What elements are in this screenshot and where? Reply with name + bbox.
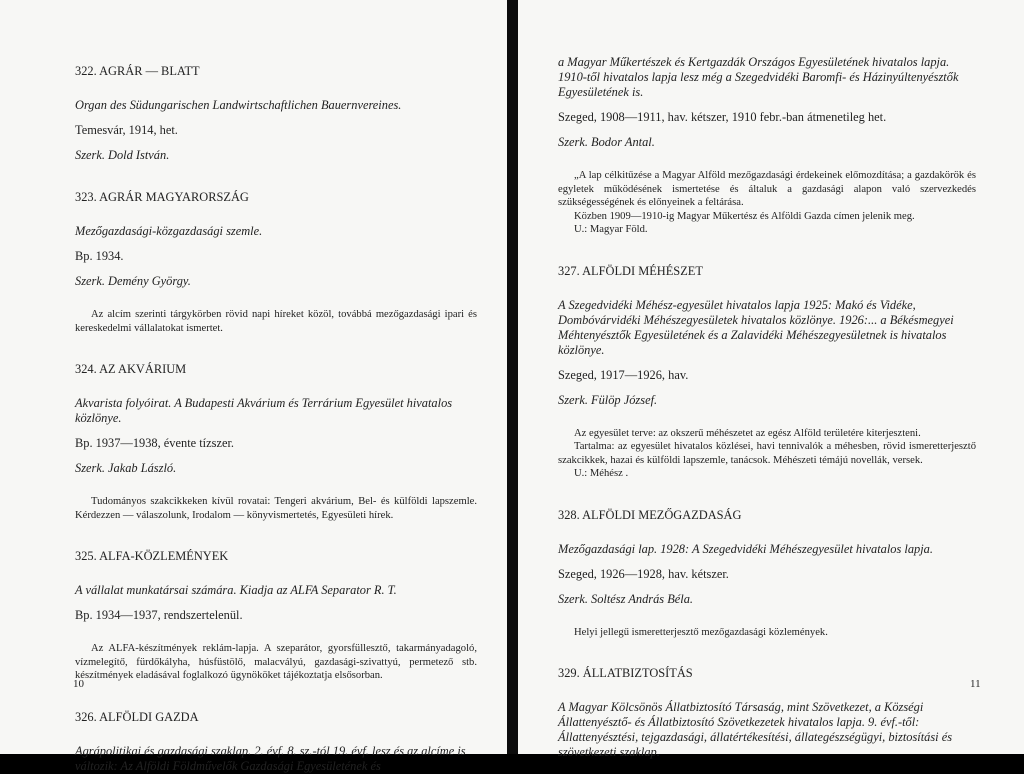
note-gap xyxy=(558,408,976,427)
entry-heading: 327. ALFÖLDI MÉHÉSZET xyxy=(558,263,703,278)
line-gap xyxy=(558,358,976,368)
line-gap xyxy=(558,582,976,592)
left-column xyxy=(75,64,477,774)
entry-heading: 326. ALFÖLDI GAZDA xyxy=(75,709,199,724)
entry-line: Bp. 1934. xyxy=(75,249,124,263)
page-number: 10 xyxy=(73,678,84,690)
line-gap xyxy=(558,557,976,567)
catalog-entry xyxy=(558,666,976,760)
catalog-entry xyxy=(75,549,477,683)
catalog-entry xyxy=(75,362,477,522)
entry-line: Szerk. Soltész András Béla. xyxy=(558,591,694,606)
entry-line: A Szegedvidéki Méhész-egyesület hivatalos lapja 1925: Makó és Vidéke, Dombóvárvidéki Méhészegyesületek hivatalos közlönye. 1926:... a Békésmegyei Méhtenyésztők Egyesületének és a Zalavidéki Méhészegyesületnek is hivatalos közlönye. xyxy=(558,297,954,357)
right-page xyxy=(518,0,1024,759)
entry-line: Agrápolitikai és gazdasági szaklap. 2. évf. 8. sz.-tól 19. évf. lesz és az alcíme is változik: Az Alföldi Földművelők Gazdasági Egyesületének és xyxy=(75,743,466,773)
entry-line: Organ des Südungarischen Landwirtschaftlichen Bauernvereines. xyxy=(75,98,402,112)
note-gap xyxy=(558,150,976,169)
entry-line: Szerk. Jakab László. xyxy=(75,461,177,475)
entry-line: Mezőgazdasági lap. 1928: A Szegedvidéki Méhészegyesület hivatalos lapja. xyxy=(558,541,933,556)
line-gap xyxy=(75,451,477,461)
entry-gap xyxy=(75,522,477,549)
entry-line: Szeged, 1917—1926, hav. xyxy=(558,367,689,382)
entry-line: a Magyar Műkertészek és Kertgazdák Országos Egyesületének hivatalos lapja. 1910-től hivatalos lapja lesz még a Szegedvidéki Baromfi- és Házinyúltenyésztők Egyesületének is. xyxy=(558,55,959,99)
entry-note: Közben 1909—1910-ig Magyar Műkertész és Alföldi Gazda címen jelenik meg. xyxy=(574,210,915,222)
line-gap xyxy=(75,598,477,608)
entry-line: Szerk. Bodor Antal. xyxy=(558,135,655,149)
entry-note: U.: Méhész . xyxy=(574,468,629,479)
line-gap xyxy=(558,383,976,393)
line-gap xyxy=(75,138,477,148)
line-gap xyxy=(75,113,477,123)
entry-line: Szerk. Dold István. xyxy=(75,148,170,162)
entry-note: Tartalma: az egyesület hivatalos közlései, havi tennivalók a méhesben, rövid ismeretterjesztő szakcikkek, hazai és külföldi lapszemle, tanácsok. Méhészeti témájú novellák, versek. xyxy=(558,441,976,466)
line-gap xyxy=(75,426,477,436)
line-gap xyxy=(75,377,477,396)
line-gap xyxy=(75,264,477,274)
entry-gap xyxy=(75,683,477,710)
line-gap xyxy=(558,100,976,110)
left-page xyxy=(0,0,507,773)
entry-line: Bp. 1934—1937, rendszertelenül. xyxy=(75,608,243,622)
entry-line: Szerk. Fülöp József. xyxy=(558,392,658,407)
entry-line: Akvarista folyóirat. A Budapesti Akvárium és Terrárium Egyesület hivatalos közlönye. xyxy=(75,396,453,425)
entry-note: „A lap célkitűzése a Magyar Alföld mezőgazdasági érdekeinek előmozdítása; a gazdakörök és egyletek működésének ismertetése és általuk a gazdasági alapon való szervezkedés szükségességének és előnyeinek a feltárása. xyxy=(558,170,976,208)
entry-gap xyxy=(558,639,976,666)
entry-note: Az alcím szerinti tárgykörben rövid napi híreket közöl, továbbá mezőgazdasági ipari és kereskedelmi vállalatokat ismertet. xyxy=(75,309,477,334)
line-gap xyxy=(75,205,477,224)
line-gap xyxy=(558,125,976,135)
entry-line: A vállalat munkatársai számára. Kiadja az ALFA Separator R. T. xyxy=(75,583,397,597)
catalog-entry xyxy=(558,508,976,640)
entry-line: Szeged, 1908—1911, hav. kétszer, 1910 febr.-ban átmenetileg het. xyxy=(558,110,887,124)
page-number: 11 xyxy=(970,678,981,690)
line-gap xyxy=(75,239,477,249)
entry-line: Temesvár, 1914, het. xyxy=(75,123,178,137)
line-gap xyxy=(558,279,976,298)
entry-heading: 328. ALFÖLDI MEZŐGAZDASÁG xyxy=(558,507,742,522)
entry-note: Tudományos szakcikkeken kívül rovatai: Tengeri akvárium, Bel- és külföldi lapszemle. Kérdezzen — válaszolunk, Irodalom — könyvismertetés, Egyesületi hírek. xyxy=(75,496,477,521)
entry-line: Szerk. Demény György. xyxy=(75,274,191,288)
entry-note: Az ALFA-készítmények reklám-lapja. A szeparátor, gyorsfüllesztő, takarmányadagoló, vízmelegítő, fürdőkályha, húsfüstölő, malacvályú, gazdasági-szivattyú, permetező stb. készítmények eladásával foglalkozó ügynököket tájékoztatja elsősorban. xyxy=(75,643,477,681)
entry-gap xyxy=(75,335,477,362)
line-gap xyxy=(558,523,976,542)
entry-line: Bp. 1937—1938, évente tízszer. xyxy=(75,436,234,450)
note-gap xyxy=(75,289,477,308)
entry-gap xyxy=(558,481,976,508)
entry-note: Helyi jellegű ismeretterjesztő mezőgazdasági közlemények. xyxy=(574,626,828,638)
entry-heading: 323. AGRÁR MAGYARORSZÁG xyxy=(75,190,249,204)
entry-heading: 322. AGRÁR — BLATT xyxy=(75,64,200,78)
note-gap xyxy=(558,607,976,626)
note-gap xyxy=(75,623,477,642)
right-column xyxy=(558,55,976,760)
entry-heading: 325. ALFA-KÖZLEMÉNYEK xyxy=(75,549,229,563)
catalog-entry xyxy=(75,64,477,163)
line-gap xyxy=(75,725,477,744)
catalog-entry xyxy=(558,264,976,481)
note-gap xyxy=(75,476,477,495)
book-gutter xyxy=(507,0,518,754)
entry-heading: 329. ÁLLATBIZTOSÍTÁS xyxy=(558,666,693,680)
entry-note: Az egyesület terve: az okszerű méhészetet az egész Alföld területére kiterjeszteni. xyxy=(574,427,921,439)
line-gap xyxy=(75,564,477,583)
entry-heading: 324. AZ AKVÁRIUM xyxy=(75,362,187,376)
entry-line: Szeged, 1926—1928, hav. kétszer. xyxy=(558,566,729,581)
entry-line: A Magyar Kölcsönös Állatbiztosító Társaság, mint Szövetkezet, a Községi Állattenyésztő- és Állatbiztosító Szövetkezetek hivatalos lapja. 9. évf.-től: Állattenyésztési, tejgazdasági, állatértékesítési, állategészségügyi, biztosítási és szövetkezeti szaklap. xyxy=(558,700,953,759)
entry-gap xyxy=(75,163,477,190)
line-gap xyxy=(75,79,477,98)
entry-note: U.: Magyar Föld. xyxy=(574,224,648,235)
catalog-entry xyxy=(558,55,976,237)
entry-line: Mezőgazdasági-közgazdasági szemle. xyxy=(75,224,263,238)
line-gap xyxy=(558,681,976,700)
catalog-entry xyxy=(75,710,477,774)
catalog-entry xyxy=(75,190,477,335)
entry-gap xyxy=(558,237,976,264)
